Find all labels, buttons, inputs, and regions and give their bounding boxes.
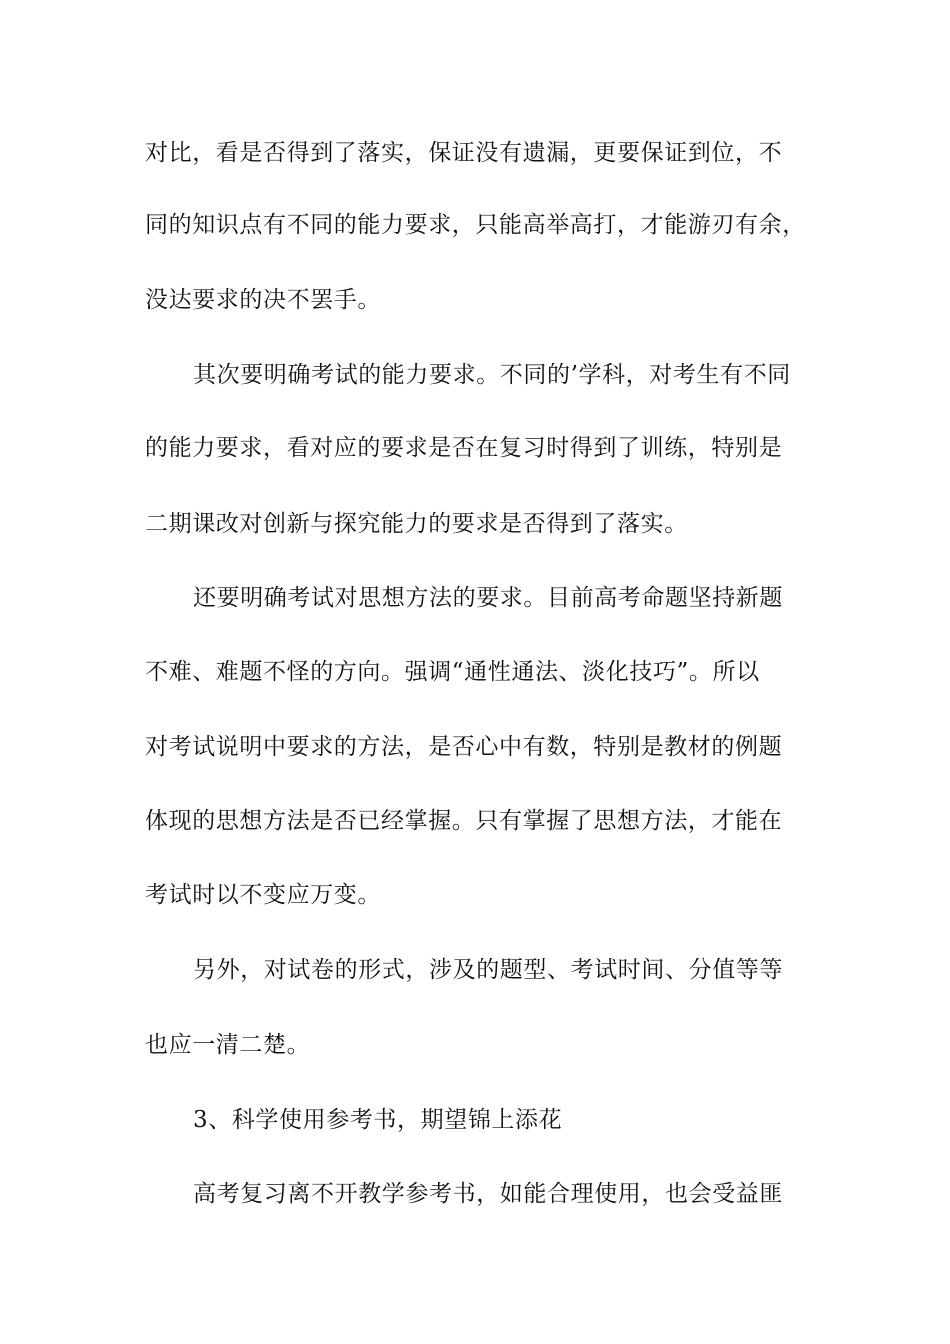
paragraph-3-line-5: 考试时以不变应万变。: [145, 882, 381, 908]
paragraph-1-line-2: 同的知识点有不同的能力要求，只能高举高打，才能游刃有余，: [145, 212, 806, 238]
section-heading-3: 3、科学使用参考书，期望锦上添花: [193, 1107, 563, 1133]
paragraph-1-line-3: 没达要求的决不罢手。: [145, 287, 381, 313]
paragraph-3-line-3: 对考试说明中要求的方法，是否心中有数，特别是教材的例题: [145, 734, 783, 760]
paragraph-3-line-1: 还要明确考试对思想方法的要求。目前高考命题坚持新题: [193, 585, 783, 611]
paragraph-4-line-1: 另外，对试卷的形式，涉及的题型、考试时间、分值等等: [193, 957, 783, 983]
paragraph-2-line-2: 的能力要求，看对应的要求是否在复习时得到了训练，特别是: [145, 435, 783, 461]
paragraph-2-line-1: 其次要明确考试的能力要求。不同的’学科，对考生有不同: [193, 362, 791, 388]
paragraph-2-line-3: 二期课改对创新与探究能力的要求是否得到了落实。: [145, 511, 688, 537]
paragraph-5-line-1: 高考复习离不开教学参考书，如能合理使用，也会受益匪: [193, 1181, 783, 1207]
paragraph-3-line-4: 体现的思想方法是否已经掌握。只有掌握了思想方法，才能在: [145, 808, 783, 834]
paragraph-1-line-1: 对比，看是否得到了落实，保证没有遗漏，更要保证到位，不: [145, 140, 783, 166]
paragraph-4-line-2: 也应一清二楚。: [145, 1032, 311, 1058]
paragraph-3-line-2: 不难、难题不怪的方向。强调“通性通法、淡化技巧”。所以: [145, 659, 760, 685]
